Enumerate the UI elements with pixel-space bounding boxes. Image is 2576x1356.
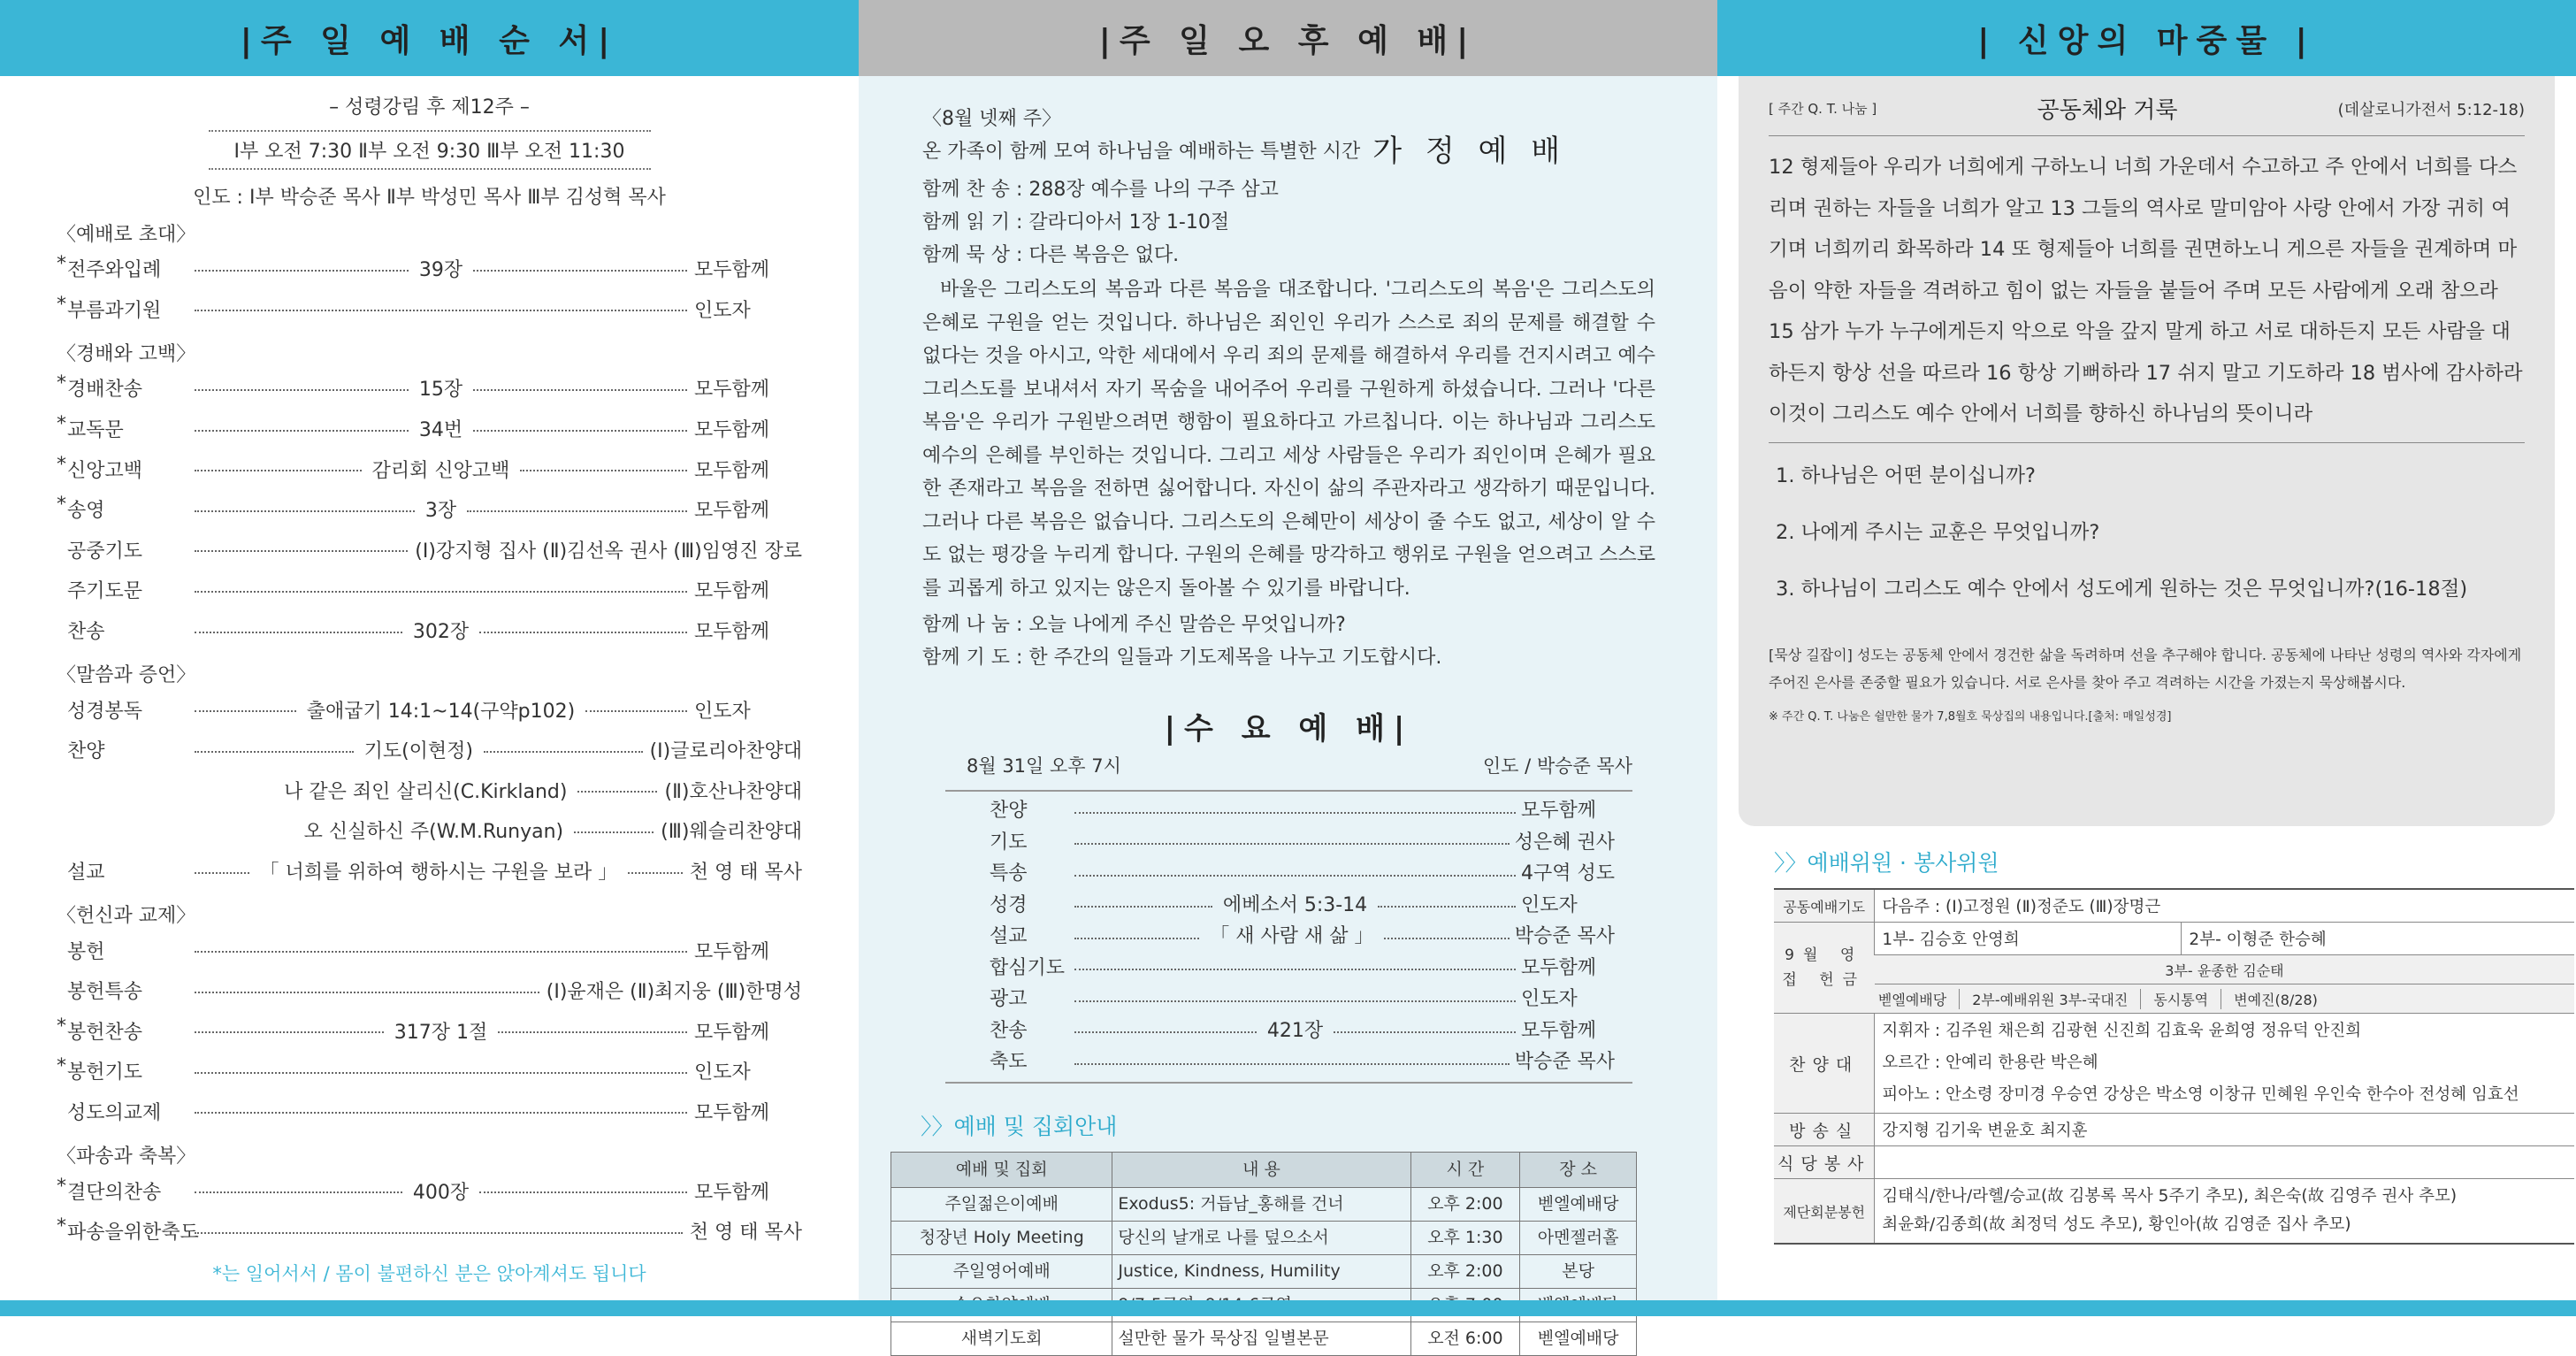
order-leader: 모두함께 (694, 1181, 770, 1204)
leader-dots (195, 510, 415, 512)
staff-row (1774, 1146, 2574, 1179)
wednesday-row (990, 795, 1615, 827)
leader-dots (1074, 1031, 1257, 1033)
order-row (57, 1211, 802, 1252)
staff-label: 제단회분봉헌 (1774, 1179, 1875, 1245)
leader-dots (473, 270, 687, 272)
staff-label: 찬양대 (1774, 1014, 1875, 1114)
leader-dots (1074, 969, 1516, 970)
leader-dots (1378, 906, 1516, 908)
order-row (57, 1051, 802, 1092)
section-heading: 〈경배와 고백〉 (57, 343, 196, 366)
leader-dots (195, 310, 687, 311)
wednesday-row (990, 1046, 1615, 1078)
order-row (57, 289, 802, 330)
wednesday-label: 기도 (990, 831, 1028, 854)
family-intro-line (922, 135, 1655, 168)
wednesday-worship-title: |수 요 예 배| (1164, 711, 1414, 747)
order-label: * 경배찬송 (57, 374, 187, 402)
order-label: 찬송 (67, 621, 105, 644)
order-row (57, 970, 802, 1011)
wednesday-row (990, 921, 1615, 953)
order-leader: 천 영 태 목사 (689, 1222, 802, 1245)
afternoon-worship-panel (859, 0, 1717, 1348)
order-leader: 천 영 태 목사 (689, 862, 802, 885)
schedule-row (891, 1187, 1637, 1221)
liturgical-week: – 성령강림 후 제12주 – (329, 96, 530, 119)
order-detail: 3장 (424, 500, 457, 523)
staff-row (1774, 984, 2574, 1014)
hymn-title: 나 같은 죄인 살리신(C.Kirkland) (284, 780, 568, 803)
schedule-row (891, 1221, 1637, 1254)
schedule-cell: 청장년 Holy Meeting (891, 1221, 1112, 1254)
wednesday-order-list (945, 790, 1632, 1084)
wednesday-row (990, 1015, 1615, 1047)
leader-dots (1384, 938, 1509, 939)
order-row (57, 689, 802, 730)
leader-dots (520, 470, 687, 471)
staff-row (1774, 889, 2574, 923)
order-of-worship-panel (0, 0, 859, 1300)
leader-dots (195, 1191, 402, 1193)
wednesday-label: 찬양 (990, 800, 1028, 823)
leader-dots (628, 872, 683, 874)
order-leader: (Ⅰ)윤재은 (Ⅱ)최지웅 (Ⅲ)한명성 (546, 981, 802, 1004)
hymn-row (57, 810, 802, 851)
order-leader: 모두함께 (694, 621, 770, 644)
order-leader: 모두함께 (694, 580, 770, 603)
staff-value-group (1875, 984, 2574, 1014)
family-worship-title: 가 정 예 배 (1372, 134, 1568, 169)
order-label: * 봉헌기도 (57, 1057, 187, 1084)
order-leader: (Ⅰ)강지형 집사 (Ⅱ)김선옥 권사 (Ⅲ)임영진 장로 (415, 540, 802, 563)
wednesday-leader: 박승준 목사 (1514, 1051, 1615, 1074)
bottom-bar (0, 1300, 2576, 1316)
staff-row (1774, 923, 2574, 955)
order-label: 주기도문 (67, 580, 143, 603)
order-row (57, 570, 802, 610)
schedule-cell: 오후 1:30 (1410, 1221, 1520, 1254)
wednesday-leader: 성은혜 권사 (1514, 831, 1615, 854)
leader-dots (1074, 812, 1516, 814)
order-label: * 전주와입례 (57, 255, 187, 282)
order-label: 봉헌 (67, 940, 105, 963)
schedule-heading: 〉〉예배 및 집회안내 (921, 1113, 1118, 1139)
staff-value: 김태식/한나/라헬/승교(故 김봉록 목사 5주기 추모), 최은숙(故 김영주 권사 추모) (1882, 1187, 2458, 1206)
choir-name: (Ⅱ)호산나찬양대 (664, 780, 802, 803)
order-label: * 부름과기원 (57, 295, 187, 323)
order-row (57, 930, 802, 970)
wednesday-label: 성경 (990, 893, 1028, 916)
schedule-cell: 오전 6:00 (1410, 1322, 1520, 1355)
schedule-table (891, 1152, 1637, 1356)
order-label: 공중기도 (67, 540, 143, 563)
section-heading: 〈헌신과 교제〉 (57, 905, 196, 928)
family-line: 함께 묵 상 : 다른 복음은 없다. (922, 244, 1180, 266)
leader-dots (1074, 1000, 1516, 1002)
order-label: * 봉헌찬송 (57, 1017, 187, 1045)
staff-value: 1부- 김승호 안영희 (1875, 923, 2182, 955)
leader-dots (1074, 875, 1516, 877)
section-heading: 〈파송과 축복〉 (57, 1145, 196, 1168)
leader-dots (473, 389, 687, 391)
order-leader: 인도자 (694, 700, 751, 723)
order-row (57, 851, 802, 892)
schedule-cell: 아멘젤러홀 (1520, 1221, 1637, 1254)
schedule-cell: 오후 2:00 (1410, 1254, 1520, 1288)
section-heading: 〈예배로 초대〉 (57, 224, 196, 246)
order-label: 성도의교제 (67, 1101, 162, 1124)
staff-label: 공동예배기도 (1774, 889, 1875, 923)
schedule-cell: Justice, Kindness, Humility (1112, 1254, 1410, 1288)
order-row (57, 448, 802, 489)
order-label: 봉헌특송 (67, 981, 143, 1004)
wednesday-info (922, 747, 1655, 783)
leader-dots (498, 1031, 687, 1033)
staff-row (1774, 955, 2574, 984)
order-detail: 317장 1절 (394, 1021, 488, 1044)
staff-value: 최윤화/김종희(故 최정덕 성도 추모), 황인아(故 김영준 집사 추모) (1882, 1215, 2351, 1234)
staff-value: 변예진(8/28) (2234, 991, 2318, 1008)
wednesday-row (990, 827, 1615, 859)
schedule-cell: 벧엘예배당 (1520, 1187, 1637, 1221)
standing-note: *는 일어서서 / 몸이 불편하신 분은 앉아계셔도 됩니다 (212, 1263, 646, 1285)
leader-dots (1074, 938, 1199, 939)
leader-dots (1334, 1031, 1516, 1033)
order-list (57, 222, 802, 1251)
leader-dots (195, 710, 296, 712)
leader-dots (479, 1191, 687, 1193)
staff-value: 오르간 : 안예리 한용란 박은혜 (1882, 1053, 2098, 1072)
qt-scripture: 12 형제들아 우리가 너희에게 구하노니 너희 가운데서 수고하고 주 안에서 너희를 다스리며 권하는 자들을 너희가 알고 13 그들의 역사로 말미암아 사랑 안에서 가장 귀히 여기며 너희끼리 화목하라 14 또 형제들아 너희를 권면하노니 게으른 자들을 권계하며 마음이 약한 자들을 격려하고 힘이 없는 자들을 붙들어 주며 모든 사람에게 오래 참으라 15 삼가 누가 누구에게든지 악으로 악을 갚지 말게 하고 서로 대하든지 모든 사람을 대하든지 항상 선을 따르라 16 항상 기뻐하라 17 쉬지 말고 기도하라 18 범사에 감사하라 이것이 그리스도 예수 안에서 너희를 향하신 하나님의 뜻이니라 (1769, 147, 2525, 443)
afternoon-worship-title: |주 일 오 후 예 배| (859, 0, 1717, 76)
wednesday-leader: 박승준 목사 (1514, 925, 1615, 948)
wednesday-row (990, 953, 1615, 984)
staff-value: 벧엘예배당 (1878, 989, 1960, 1009)
schedule-header-cell: 내 용 (1112, 1152, 1410, 1187)
schedule-cell: 본당 (1520, 1254, 1637, 1288)
order-row (57, 489, 802, 530)
wednesday-date: 8월 31일 오후 7시 (967, 755, 1121, 777)
leader-dots (195, 632, 402, 633)
leader-dots (473, 430, 687, 432)
wednesday-leader: 모두함께 (1521, 1019, 1597, 1042)
hymn-row (57, 770, 802, 811)
order-label: * 결단의찬송 (57, 1177, 187, 1205)
leader-dots (195, 951, 687, 953)
order-leader: 모두함께 (694, 500, 770, 523)
order-row (57, 730, 802, 770)
staff-value-group (1875, 1014, 2574, 1114)
wednesday-leader: 모두함께 (1521, 800, 1597, 823)
order-row (57, 1170, 802, 1211)
leader-dots (195, 751, 354, 753)
staff-value: 3부- 윤종한 김순태 (1875, 955, 2574, 984)
leader-dots (195, 1112, 687, 1114)
order-detail: 출애굽기 14:1~14(구약p102) (306, 700, 576, 723)
order-detail: 34번 (418, 419, 463, 442)
schedule-cell: 벧엘예배당 (1520, 1322, 1637, 1355)
faith-primer-panel (1717, 0, 2576, 1300)
leader-dots (195, 270, 409, 272)
section-heading: 〈말씀과 증언〉 (57, 664, 196, 687)
leader-dots (195, 389, 409, 391)
staff-row (1774, 1114, 2574, 1146)
wednesday-label: 설교 (990, 925, 1028, 948)
order-detail: 400장 (412, 1181, 470, 1204)
leader-dots (574, 831, 654, 833)
wednesday-leader: 인도자 (1521, 893, 1578, 916)
wednesday-row (990, 984, 1615, 1015)
order-leader: (Ⅰ)글로리아찬양대 (649, 740, 803, 763)
wednesday-detail: 421장 (1266, 1019, 1324, 1042)
schedule-header-row (891, 1152, 1637, 1187)
wednesday-label: 찬송 (990, 1019, 1028, 1042)
order-leader: 모두함께 (694, 459, 770, 482)
qt-question: 2. 나에게 주시는 교훈은 무엇입니까? (1776, 520, 2100, 544)
qt-question: 3. 하나님이 그리스도 예수 안에서 성도에게 원하는 것은 무엇입니까?(16-18절) (1776, 577, 2468, 601)
wednesday-leader: 인도 / 박승준 목사 (1482, 755, 1632, 777)
order-row (57, 1092, 802, 1132)
order-detail: 39장 (418, 259, 463, 282)
choir-name: (Ⅲ)웨슬리찬양대 (661, 821, 802, 844)
leader-dots (1074, 906, 1212, 908)
leader-dots (195, 992, 539, 993)
qt-title: 공동체와 거룩 (2037, 97, 2178, 124)
schedule-cell: 주일젊은이예배 (891, 1187, 1112, 1221)
qt-guide-note: [묵상 길잡이] 성도는 공동체 안에서 경건한 삶을 독려하며 선을 추구해야 합니다. 공동체에 나타난 성령의 역사와 각자에게 주어진 은사를 존중할 필요가 있습니다. 서로 은사를 찾아 주고 격려하는 시간을 가졌는지 묵상해봅시다. (1769, 646, 2522, 691)
staff-label: 9월 영접 헌금 (1774, 923, 1875, 1014)
family-meditation: 바울은 그리스도의 복음과 다른 복음을 대조합니다. '그리스도의 복음'은 그리스도의 은혜로 구원을 얻는 것입니다. 하나님은 죄인인 우리가 스스로 죄의 문제를 해결할 수 없다는 것을 아시고, 악한 세대에서 우리 죄의 문제를 해결하셔 우리를 건지시려고 예수 그리스도를 보내셔서 자기 목숨을 내어주어 우리를 구원하게 하셨습니다. 그러나 '다른 복음'은 우리가 구원받으려면 행함이 필요하다고 가르칩니다. 이는 하나님과 그리스도 예수의 은혜를 부인하는 것입니다. 그리고 세상 사람들은 우리가 죄인이며 은혜가 필요한 존재라고 복음을 전하면 싫어합니다. 자신이 삶의 주관자라고 생각하기 때문입니다. 그러나 다른 복음은 없습니다. 그리스도의 은혜만이 세상이 줄 수도 없고, 세상이 알 수도 없는 평강을 누리게 합니다. 구원의 은혜를 망각하고 행위로 구원을 얻으려고 스스로를 괴롭게 하고 있지는 않은지 돌아볼 수 있기를 바랍니다. (922, 279, 1655, 600)
leader-dots (195, 872, 249, 874)
order-label: 설교 (67, 862, 105, 885)
qt-header (1769, 92, 2525, 136)
order-row (57, 1011, 802, 1052)
schedule-row (891, 1254, 1637, 1288)
staff-value (1875, 1146, 2574, 1179)
schedule-cell: 당신의 날개로 나를 덮으소서 (1112, 1221, 1410, 1254)
order-leader: 인도자 (694, 299, 751, 322)
staff-value: 피아노 : 안소령 장미경 우승연 강상은 박소영 이창규 민혜원 우인숙 한수아 전성혜 임효선 (1882, 1085, 2519, 1104)
leader-dots (195, 1031, 384, 1033)
order-row (57, 530, 802, 571)
staff-label: 방송실 (1774, 1114, 1875, 1146)
hymn-title: 오 신실하신 주(W.M.Runyan) (303, 821, 564, 844)
order-row (57, 409, 802, 449)
order-leader: 모두함께 (694, 419, 770, 442)
order-leader: 모두함께 (694, 259, 770, 282)
staff-label: 식당봉사 (1774, 1146, 1875, 1179)
leader-dots (585, 710, 687, 712)
wednesday-leader: 4구역 성도 (1521, 862, 1615, 885)
order-label: * 교독문 (57, 415, 187, 442)
qt-question: 1. 하나님은 어떤 분이십니까? (1776, 463, 2036, 487)
order-detail: 302장 (412, 621, 470, 644)
leader-dots (195, 550, 408, 552)
leader-dots (1074, 843, 1510, 845)
wednesday-label: 축도 (990, 1051, 1028, 1074)
wednesday-row (990, 890, 1615, 922)
wednesday-leader: 모두함께 (1521, 956, 1597, 979)
order-of-worship-title: |주 일 예 배 순 서| (0, 0, 859, 76)
family-line: 함께 찬 송 : 288장 예수를 나의 구주 삼고 (922, 179, 1279, 201)
staff-heading: 〉〉예배위원 · 봉사위원 (1774, 850, 1999, 876)
order-leader: 인도자 (694, 1061, 751, 1084)
order-label: 성경봉독 (67, 700, 143, 723)
schedule-header-cell: 시 간 (1410, 1152, 1520, 1187)
wednesday-label: 광고 (990, 988, 1028, 1011)
schedule-header-cell: 장 소 (1520, 1152, 1637, 1187)
leader-dots (195, 470, 362, 471)
schedule-header-cell: 예배 및 집회 (891, 1152, 1112, 1187)
order-leader: 모두함께 (694, 1021, 770, 1044)
leader-dots (467, 510, 687, 512)
family-intro: 온 가족이 함께 모여 하나님을 예배하는 특별한 시간 (922, 141, 1361, 163)
schedule-cell: 오후 2:00 (1410, 1187, 1520, 1221)
staff-value: 강지형 김기욱 변윤호 최지훈 (1875, 1114, 2574, 1146)
staff-table (1774, 888, 2574, 1245)
leader-dots (195, 430, 409, 432)
wednesday-row (990, 858, 1615, 890)
leader-dots (484, 751, 643, 753)
leader-dots (1074, 1063, 1510, 1065)
order-row (57, 368, 802, 409)
leader-dots (479, 632, 687, 633)
leader-dots (195, 591, 687, 593)
qt-reference: (데살로니가전서 5:12-18) (2337, 100, 2525, 119)
family-line: 함께 기 도 : 한 주간의 일들과 기도제목을 나누고 기도합시다. (922, 647, 1442, 669)
wednesday-detail: 에베소서 5:3-14 (1222, 893, 1368, 916)
wednesday-label: 특송 (990, 862, 1028, 885)
qt-source: ※ 주간 Q. T. 나눔은 쉴만한 물가 7,8월호 묵상집의 내용입니다.[출처: 매일성경] (1769, 709, 2172, 724)
order-detail: 감리회 신앙고백 (371, 459, 510, 482)
leader-dots (195, 1232, 683, 1234)
service-times: Ⅰ부 오전 7:30 Ⅱ부 오전 9:30 Ⅲ부 오전 11:30 (209, 130, 651, 170)
order-leader: 모두함께 (694, 940, 770, 963)
staff-value: 지휘자 : 김주원 채은희 김광현 신진희 김효욱 윤희영 정유덕 안진희 (1882, 1022, 2362, 1040)
order-label: * 파송을위한축도 (57, 1217, 187, 1245)
order-leader: 모두함께 (694, 379, 770, 402)
family-line: 함께 나 눔 : 오늘 나에게 주신 말씀은 무엇입니까? (922, 614, 1346, 636)
weekly-qt-box (1739, 76, 2555, 826)
qt-tag: [ 주간 Q. T. 나눔 ] (1769, 101, 1877, 117)
order-row (57, 249, 802, 289)
family-week: 〈8월 넷째 주〉 (922, 108, 1061, 130)
order-detail: 기도(이현정) (363, 740, 474, 763)
order-row (57, 610, 802, 651)
order-label: * 송영 (57, 495, 187, 523)
schedule-row (891, 1322, 1637, 1355)
schedule-cell: Exodus5: 거듭남_홍해를 건너 (1112, 1187, 1410, 1221)
family-line: 함께 읽 기 : 갈라디아서 1장 1-10절 (922, 211, 1230, 234)
faith-primer-title: | 신앙의 마중물 | (1717, 0, 2576, 76)
order-detail: 「 너희를 위하여 행하시는 구원을 보라 」 (259, 862, 618, 885)
order-leader: 모두함께 (694, 1101, 770, 1124)
order-label: * 신앙고백 (57, 456, 187, 483)
leader-dots (195, 1072, 687, 1074)
staff-row (1774, 1179, 2574, 1245)
staff-value: 동시통역 (2153, 989, 2221, 1009)
leader-dots (577, 791, 657, 793)
wednesday-label: 합심기도 (990, 956, 1066, 979)
staff-value-group (1875, 1179, 2574, 1245)
staff-value: 2부- 이형준 한승혜 (2182, 923, 2574, 955)
service-leaders: 인도 : Ⅰ부 박승준 목사 Ⅱ부 박성민 목사 Ⅲ부 김성혁 목사 (193, 187, 666, 209)
schedule-cell: 새벽기도회 (891, 1322, 1112, 1355)
order-detail: 15장 (418, 379, 463, 402)
qt-questions (1776, 459, 2525, 606)
staff-value: 2부-예배위원 3부-국대진 (1972, 989, 2141, 1009)
wednesday-detail: 「 새 사람 새 삶 」 (1210, 925, 1374, 948)
order-label: 찬양 (67, 740, 105, 763)
schedule-cell: 주일영어예배 (891, 1254, 1112, 1288)
schedule-cell: 설만한 물가 묵상집 일별본문 (1112, 1322, 1410, 1355)
staff-value: 다음주 : (Ⅰ)고정원 (Ⅱ)정준도 (Ⅲ)장명근 (1875, 889, 2574, 923)
wednesday-leader: 인도자 (1521, 988, 1578, 1011)
staff-row (1774, 1014, 2574, 1114)
